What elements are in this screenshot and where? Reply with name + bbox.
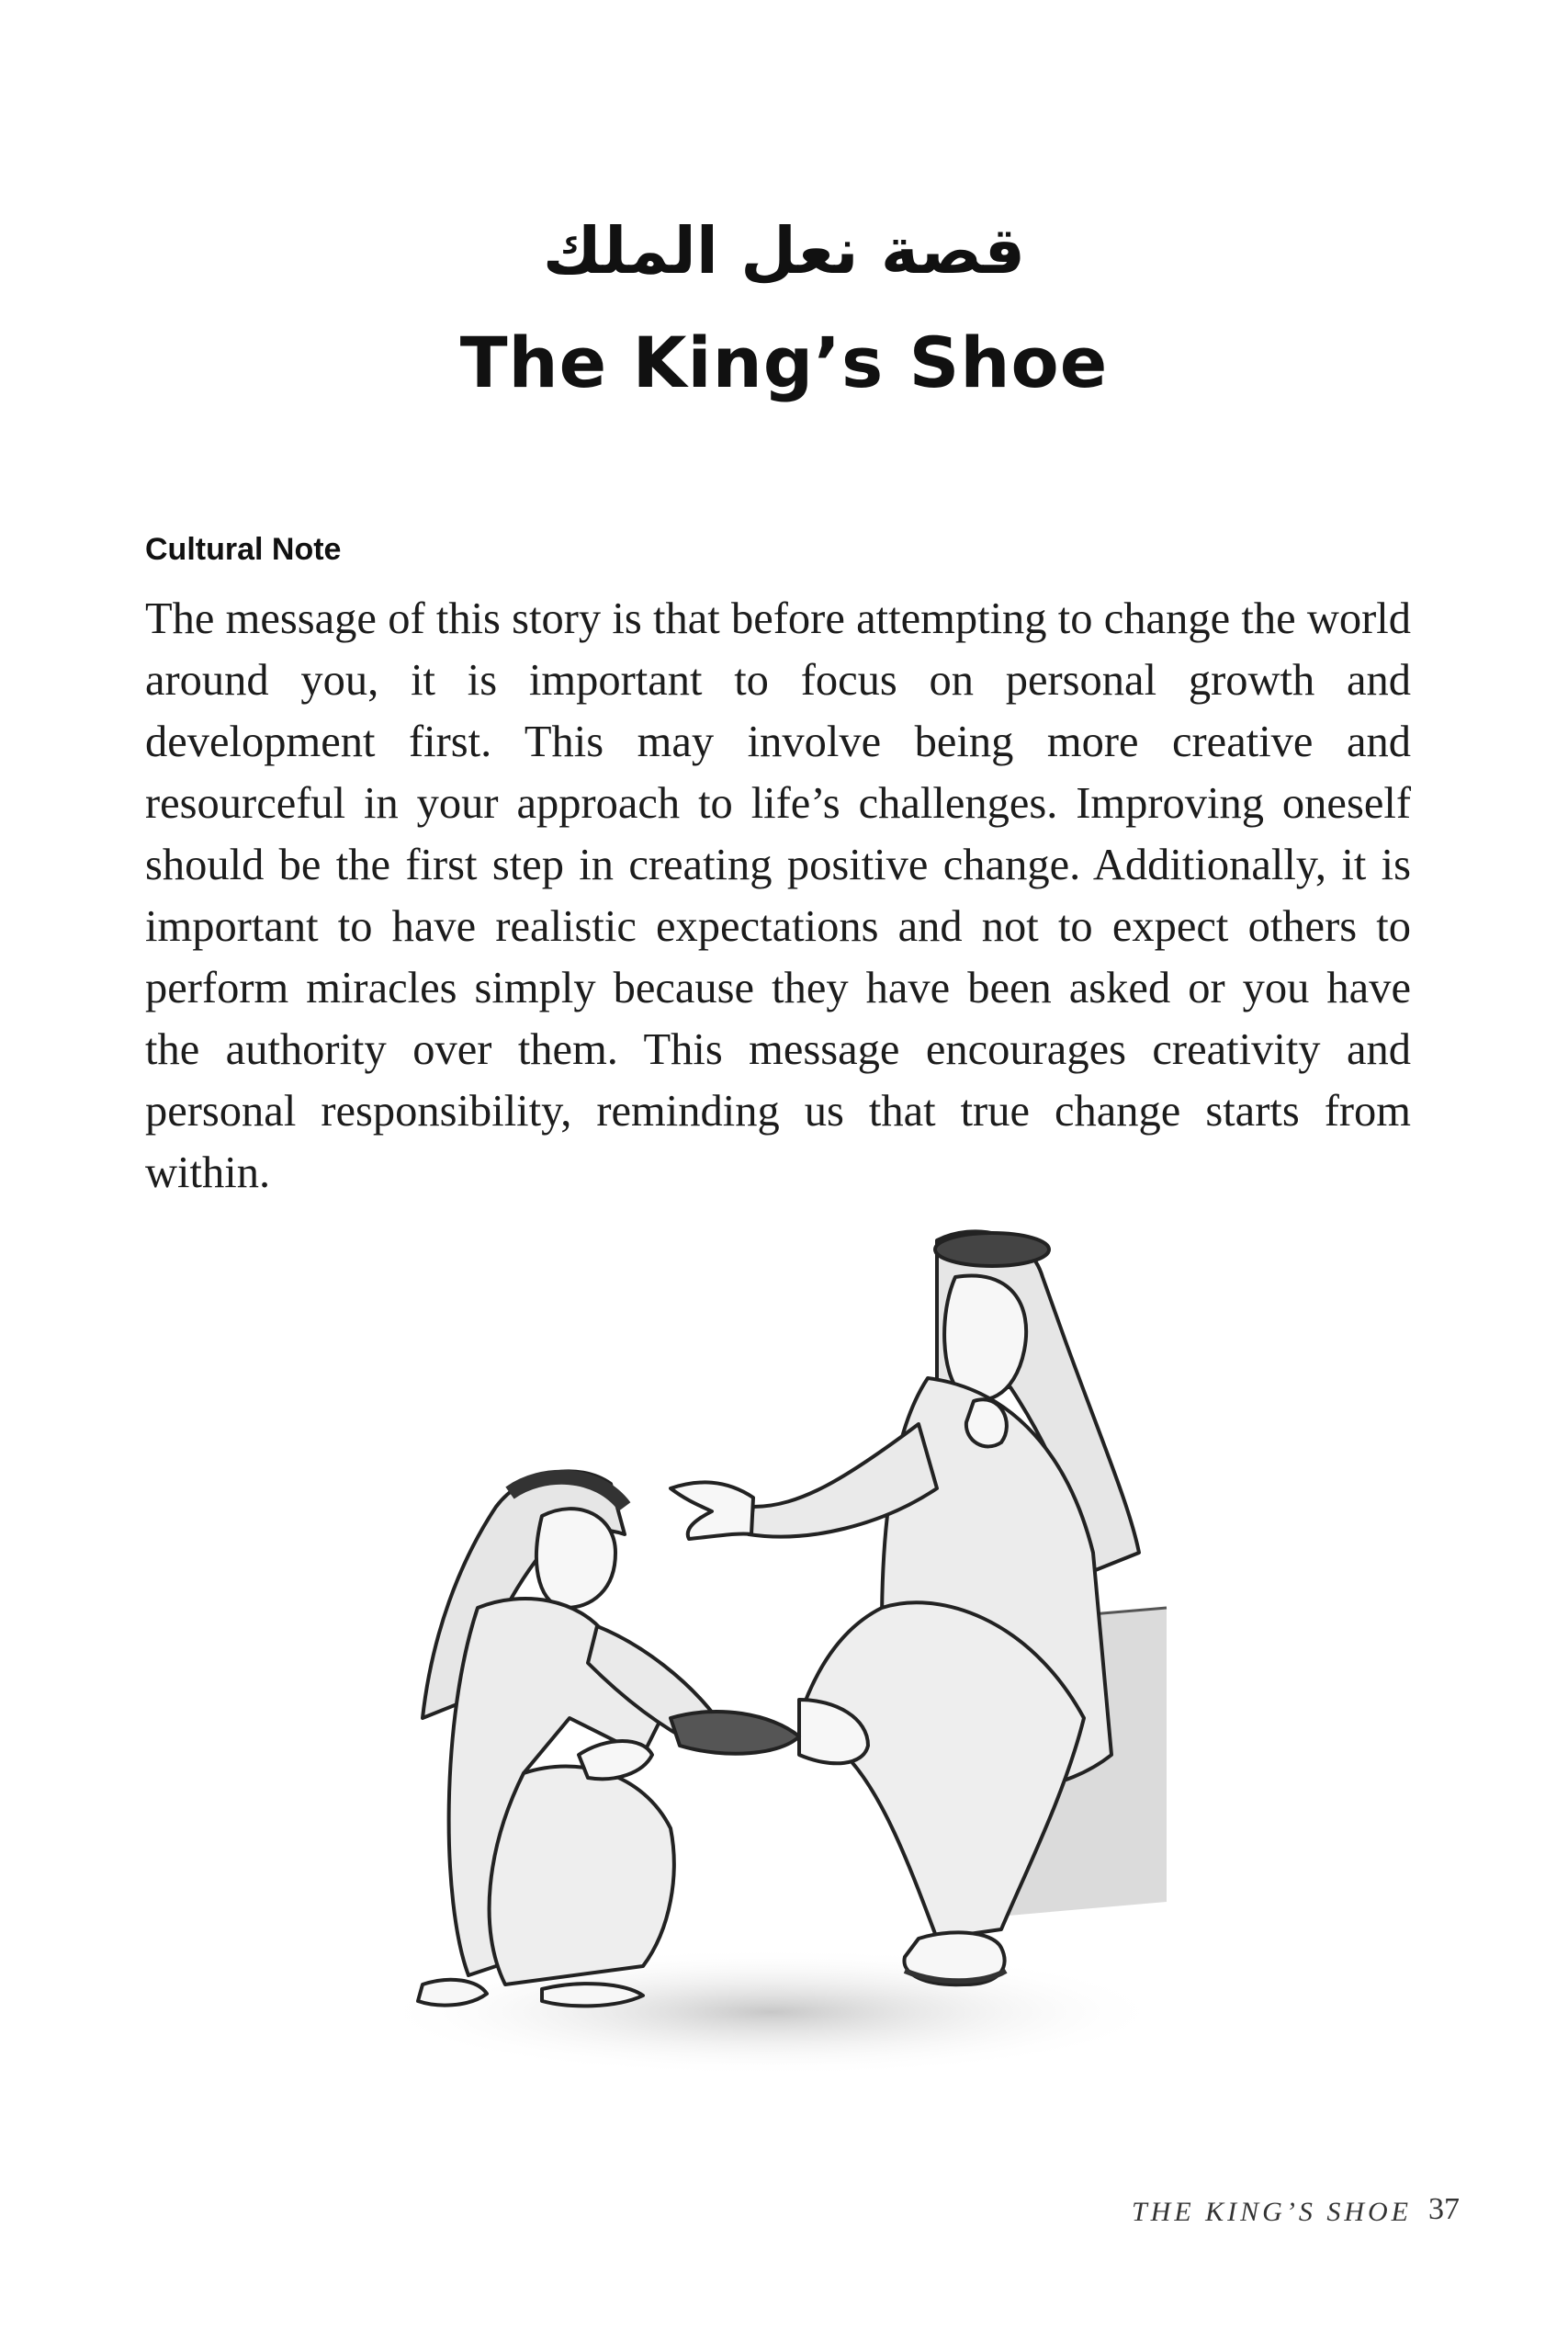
page-number: 37 — [1428, 2192, 1460, 2226]
illustration-icon — [367, 1204, 1176, 2086]
cultural-note-heading: Cultural Note — [145, 532, 342, 567]
cultural-note-body: The message of this story is that before attempting to change the world around you, it is important to focus on personal growth and development first. This may involve being more creative and resourceful in your approach to life’s challenges. Improving oneself should be the first step in creating positive change. Additionally, it is important to have realistic expectations and not to expect others to perform miracles simply because they have been asked or you have the authority over them. This message encourages creativity and personal responsibility, reminding us that true change starts from within. — [145, 594, 1411, 1197]
page-title: The King’s Shoe — [459, 322, 1109, 403]
running-title: THE KING’S SHOE — [1132, 2197, 1412, 2227]
arabic-title: قصة نعل الملك — [542, 213, 1026, 288]
